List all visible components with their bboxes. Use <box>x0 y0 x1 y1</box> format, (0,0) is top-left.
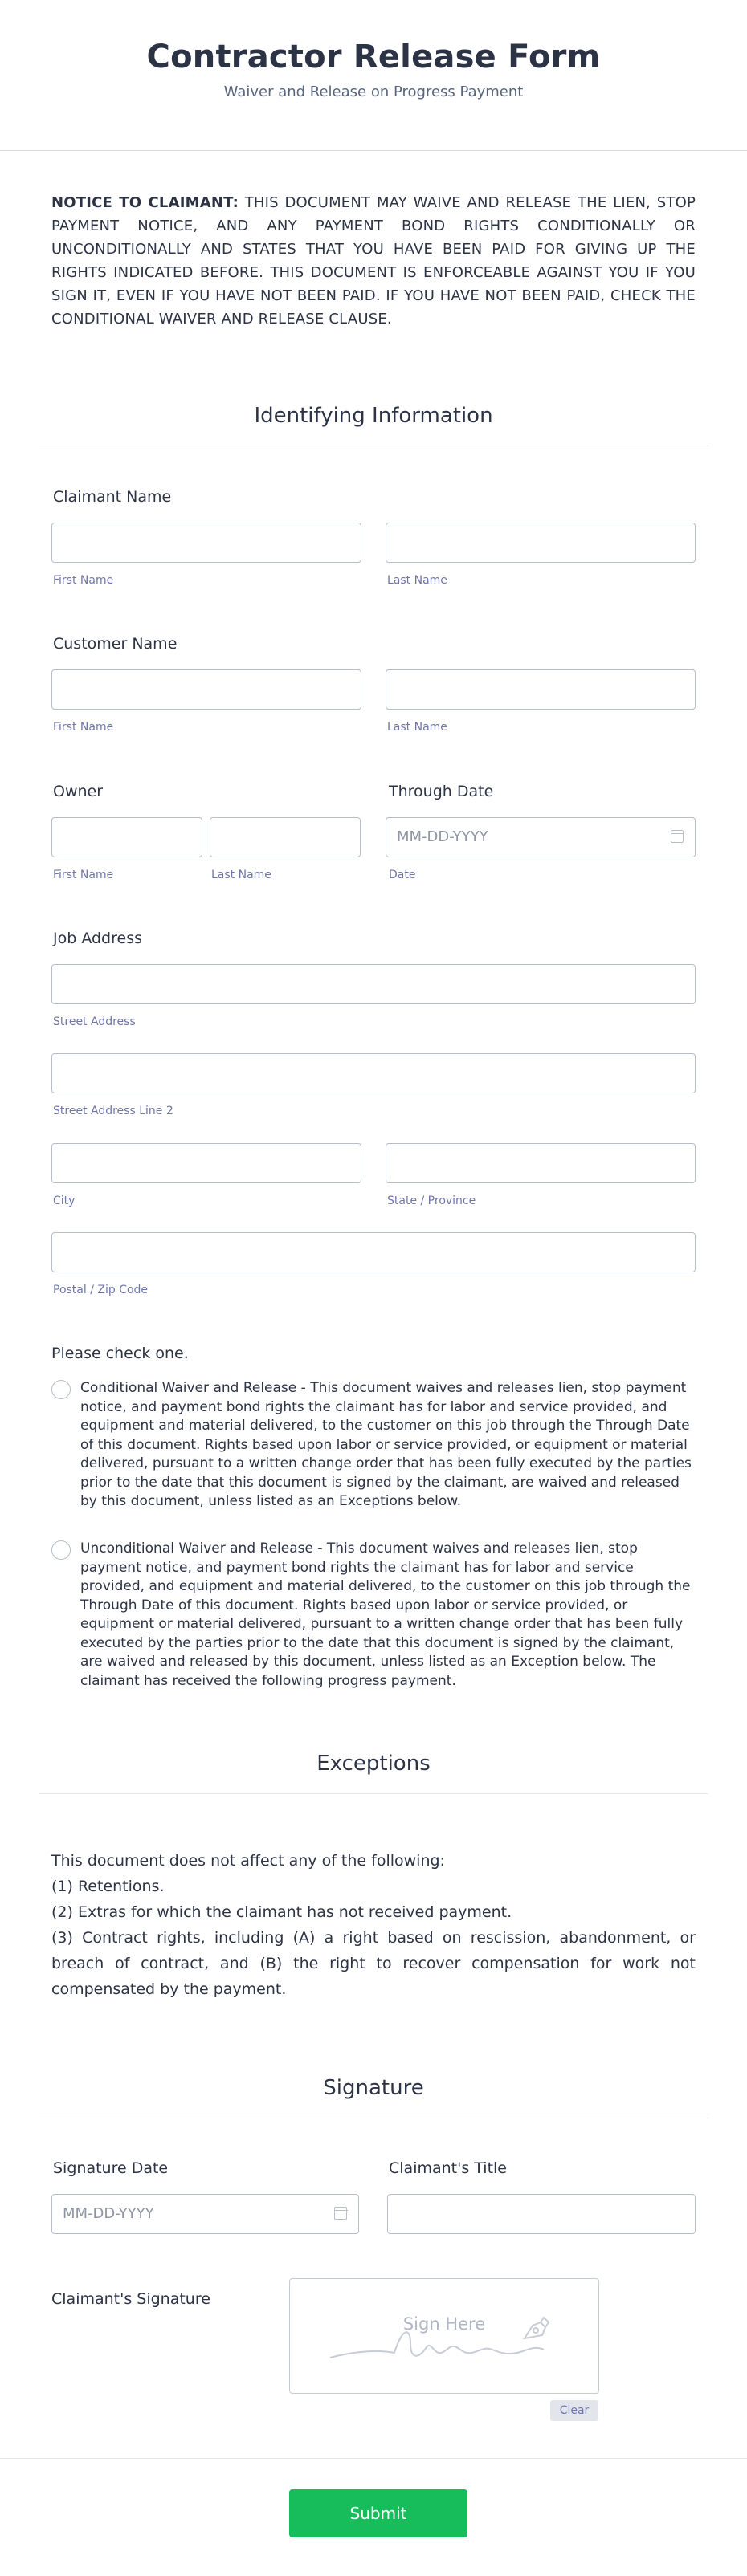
identifying-title: Identifying Information <box>254 404 493 428</box>
signature-section-header <box>0 2076 747 2118</box>
street-address-input[interactable] <box>51 964 696 1004</box>
owner-label: Owner <box>53 783 104 800</box>
street-address-line2-sublabel: Street Address Line 2 <box>53 1105 173 1117</box>
exceptions-section-header <box>0 1752 747 1794</box>
street-address-sublabel: Street Address <box>53 1015 136 1028</box>
identifying-section-header <box>0 404 747 446</box>
customer-first-name-input[interactable] <box>51 669 361 710</box>
signature-date-label: Signature Date <box>53 2159 169 2177</box>
signature-date-input[interactable] <box>51 2194 359 2234</box>
customer-name-label: Customer Name <box>53 635 178 653</box>
city-input[interactable] <box>51 1143 361 1183</box>
postal-code-input[interactable] <box>51 1232 696 1272</box>
postal-code-sublabel: Postal / Zip Code <box>53 1284 149 1296</box>
claimant-first-name-input[interactable] <box>51 523 361 563</box>
through-date-label: Through Date <box>389 783 494 800</box>
calendar-icon[interactable] <box>334 2207 347 2220</box>
sign-here-text: Sign Here <box>402 2314 486 2334</box>
exceptions-line: (3) Contract rights, including (A) a right based on rescission, abandonment, or breach of contract, and (B) the right to recover compensation for work not compensated by the payment. <box>51 1929 696 1998</box>
owner-last-name-sublabel: Last Name <box>211 869 271 881</box>
signature-pad[interactable] <box>289 2278 599 2394</box>
state-province-sublabel: State / Province <box>387 1194 476 1207</box>
notice-paragraph <box>51 191 696 331</box>
notice-lead: NOTICE TO CLAIMANT: <box>51 194 239 211</box>
conditional-waiver-option[interactable] <box>51 1379 699 1512</box>
conditional-waiver-text: Conditional Waiver and Release - This document waives and releases lien, stop payment notice, and payment bond rights the claimant has for labor and service provided, and equipment and material delivered, to the customer on this job through the Through Date of this document. Rights based upon labor or service provided, or equipment or material delivered, pursuant to a written change order that has been fully executed by the parties prior to the date that this document is signed by the claimant, are waived and released by this document, unless listed as an Exceptions below. <box>80 1380 692 1509</box>
state-province-input[interactable] <box>386 1143 696 1183</box>
conditional-waiver-radio[interactable] <box>51 1380 71 1399</box>
submit-button[interactable]: Submit <box>289 2489 467 2537</box>
claimant-name-label: Claimant Name <box>53 488 172 506</box>
through-date-input[interactable] <box>386 817 696 857</box>
pen-icon <box>520 2313 552 2345</box>
customer-last-name-input[interactable] <box>386 669 696 710</box>
unconditional-waiver-option[interactable] <box>51 1540 699 1691</box>
form-subtitle: Waiver and Release on Progress Payment <box>223 83 524 100</box>
form-header <box>0 0 747 151</box>
signature-scribble-icon <box>290 2279 600 2395</box>
owner-first-name-input[interactable] <box>51 817 202 857</box>
owner-first-name-sublabel: First Name <box>53 869 114 881</box>
signature-date-placeholder: MM-DD-YYYY <box>63 2205 154 2222</box>
form-title: Contractor Release Form <box>146 39 601 75</box>
calendar-icon[interactable] <box>671 830 684 843</box>
signature-title: Signature <box>323 2076 424 2100</box>
clear-signature-button[interactable]: Clear <box>550 2400 598 2421</box>
owner-last-name-input[interactable] <box>210 817 361 857</box>
claimant-last-name-input[interactable] <box>386 523 696 563</box>
unconditional-waiver-radio[interactable] <box>51 1540 71 1560</box>
through-date-sublabel: Date <box>389 869 416 881</box>
unconditional-waiver-text: Unconditional Waiver and Release - This document waives and releases lien, stop payment notice, and payment bond rights the claimant has for labor and service provided, and equipment and material delivered, to the customer on this job through the Through Date of this document. Rights based upon labor or service provided, or equipment or material delivered, pursuant to a written change order that has been fully executed by the parties prior to the date that this document is signed by the claimant, are waived and released by this document, unless listed as an Exception below. The claimant has received the following progress payment. <box>80 1540 691 1689</box>
exceptions-title: Exceptions <box>316 1752 431 1776</box>
city-sublabel: City <box>53 1194 76 1207</box>
through-date-placeholder: MM-DD-YYYY <box>397 828 488 845</box>
check-one-label: Please check one. <box>51 1345 189 1362</box>
customer-first-name-sublabel: First Name <box>53 721 114 734</box>
claimant-last-name-sublabel: Last Name <box>387 574 447 587</box>
customer-last-name-sublabel: Last Name <box>387 721 447 734</box>
claimants-title-label: Claimant's Title <box>389 2159 507 2177</box>
job-address-label: Job Address <box>53 930 142 947</box>
claimant-first-name-sublabel: First Name <box>53 574 114 587</box>
exceptions-line: (2) Extras for which the claimant has not received payment. <box>51 1903 512 1921</box>
claimants-signature-label: Claimant's Signature <box>51 2290 210 2308</box>
exceptions-divider <box>39 1793 708 1794</box>
exceptions-line: This document does not affect any of the following: <box>51 1852 445 1870</box>
street-address-line2-input[interactable] <box>51 1053 696 1093</box>
claimants-title-input[interactable] <box>387 2194 696 2234</box>
notice-body: THIS DOCUMENT MAY WAIVE AND RELEASE THE LIEN, STOP PAYMENT NOTICE, AND ANY PAYMENT BOND RIGHTS CONDITIONALLY OR UNCONDITIONALLY AND STATES THAT YOU HAVE BEEN PAID FOR GIVING UP THE RIGHTS INDICATED BEFORE. THIS DOCUMENT IS ENFORCEABLE AGAINST YOU IF YOU SIGN IT, EVEN IF YOU HAVE NOT BEEN PAID. IF YOU HAVE NOT BEEN PAID, CHECK THE CONDITIONAL WAIVER AND RELEASE CLAUSE. <box>51 194 696 328</box>
footer-divider <box>0 2458 747 2459</box>
exceptions-line: (1) Retentions. <box>51 1878 165 1895</box>
exceptions-text <box>51 1848 696 2002</box>
